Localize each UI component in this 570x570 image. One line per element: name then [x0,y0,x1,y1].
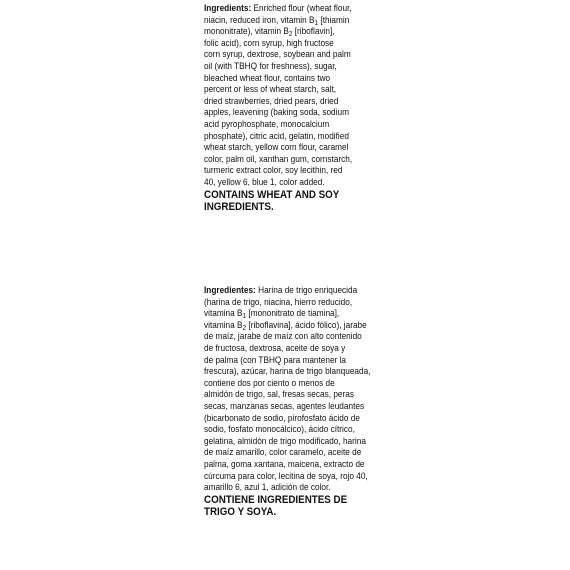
vitamina-b2-subscript: 2 [242,322,247,332]
english-line-10: apples, leavening (baking soda, sodium [204,107,349,119]
spanish-line-13: sodio, fosfato monocálcico), ácido cítrico, [204,424,355,436]
english-line-5: corn syrup, dextrose, soybean and palm [204,49,351,61]
english-line-14: color, palm oil, xanthan gum, cornstarch, [204,153,353,165]
english-text: Enriched flour (wheat flour, [251,3,352,14]
spanish-text: [riboflavina], ácido fólico), jarabe [246,319,367,331]
spanish-line-17: cúrcuma para color, lecitina de soya, rojo 40, [204,470,368,482]
spanish-line-7: de palma (con TBHQ para mantener la [204,354,347,366]
english-line-16: 40, yellow 6, blue 1, color added. [204,176,325,188]
english-line-11: acid pyrophosphate, monocalcium [204,118,330,130]
spanish-allergen-warning-line-1: CONTIENE INGREDIENTES DE [204,493,348,506]
spanish-text: vitamina B [204,319,243,331]
english-text: niacin, reduced iron, vitamin B [204,14,315,26]
english-line-2 [204,14,350,27]
spanish-text: [mononitrato de tiamina], [246,308,340,320]
english-allergen-warning-line-1: CONTAINS WHEAT AND SOY [204,188,340,201]
english-line-9: dried strawberries, dried pears, dried [204,95,339,107]
english-ingredients-panel [204,3,353,214]
spanish-ingredients-panel [204,285,371,519]
spanish-ingredients-label: Ingredientes: [204,285,256,296]
spanish-line-18: amarillo 6, azul 1, adición de color. [204,482,331,494]
english-text: [thiamin [318,14,350,26]
spanish-line-15: de maíz amarillo, color caramelo, aceite de [204,447,362,459]
spanish-line-16: palma, goma xantana, maicena, extracto de [204,458,365,470]
spanish-text: vitamina B [204,308,243,320]
spanish-line-8: frescura), azúcar, harina de trigo blanqueada, [204,366,371,378]
english-line-8: percent or less of wheat starch, salt, [204,84,337,96]
english-line-3 [204,26,343,38]
vitamin-b2-subscript: 2 [288,29,293,39]
english-line-1 [204,3,352,15]
english-ingredients-label: Ingredients: [204,3,252,14]
spanish-line-5: de maíz, jarabe de maíz con alto contenido [204,331,362,343]
vitamin-b1-subscript: 1 [314,17,319,27]
english-line-13: wheat starch, yellow corn flour, caramel [204,142,349,154]
spanish-line-10: almidón de trigo, sal, fresas secas, peras [204,389,354,401]
spanish-line-3 [204,308,343,320]
spanish-line-6: de fructosa, dextrosa, aceite de soya y [204,342,346,354]
english-text: mononitrate), vitamin B [204,26,289,38]
spanish-line-11: secas, manzanas secas, agentes leudantes [204,400,365,412]
spanish-line-12: (bicarbonato de sodio, pirofosfato ácido de [204,412,360,424]
spanish-line-4 [204,319,367,332]
spanish-line-9: contiene dos por ciento o menos de [204,377,335,389]
spanish-allergen-warning-line-2: TRIGO Y SOYA. [204,506,277,519]
english-allergen-warning-line-2: INGREDIENTS. [204,201,274,214]
english-line-12: phosphate), citric acid, gelatin, modified [204,130,349,142]
spanish-line-1 [204,285,358,297]
english-line-4: folic acid), corn syrup, high fructose [204,37,334,49]
english-line-15: turmeric extract color, soy lecithin, red [204,165,343,177]
english-text: [riboflavin], [292,26,335,38]
english-line-7: bleached wheat flour, contains two [204,72,331,84]
spanish-text: Harina de trigo enriquecida [255,285,358,296]
spanish-line-2: (harina de trigo, niacina, hierro reducido, [204,296,353,308]
english-line-6: oil (with TBHQ for freshness), sugar, [204,60,337,72]
vitamina-b1-subscript: 1 [242,311,247,321]
spanish-line-14: gelatina, almidón de trigo modificado, harina [204,435,366,447]
